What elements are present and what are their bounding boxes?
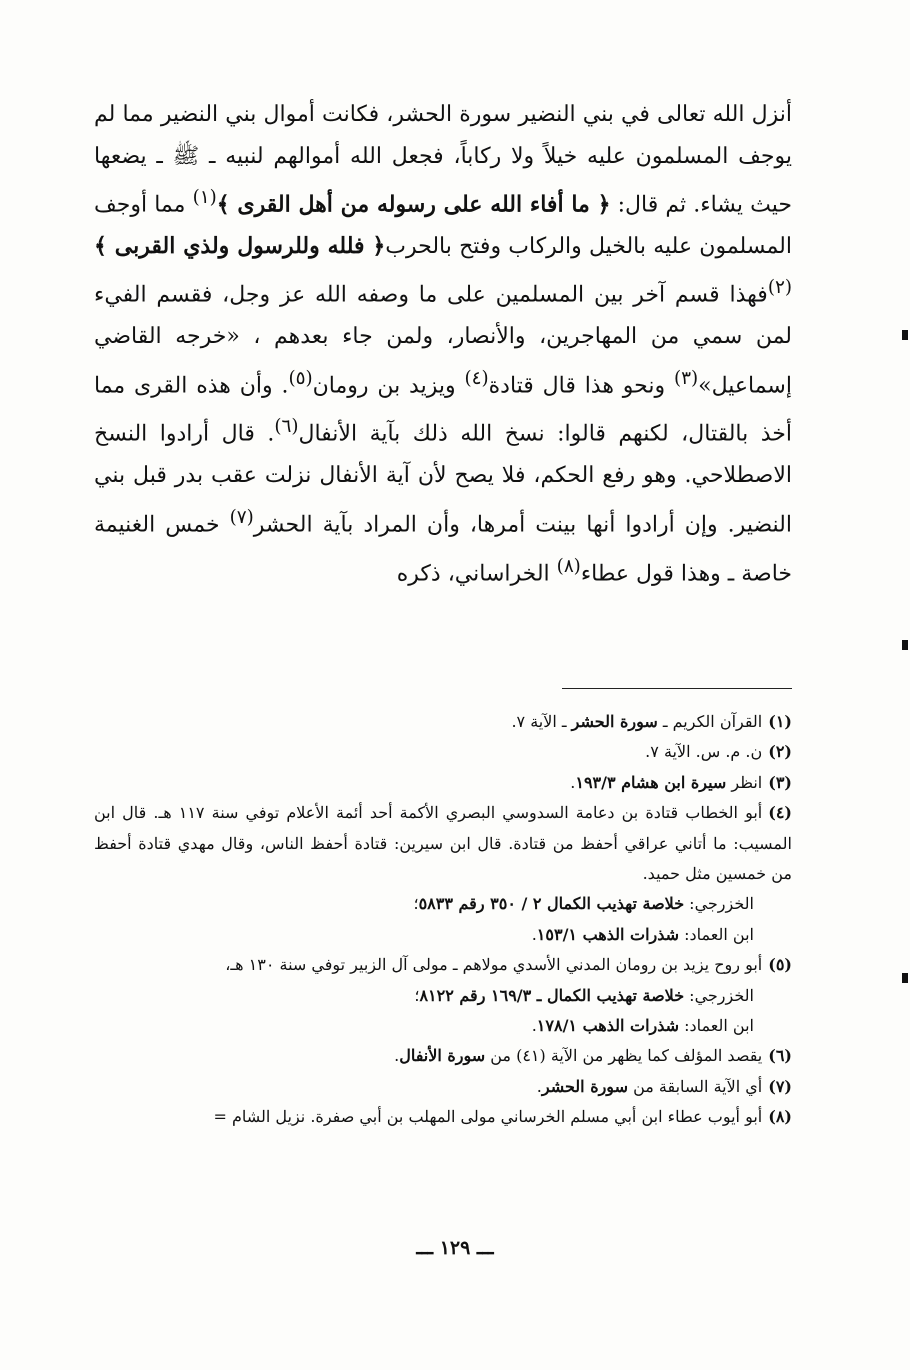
footnote-5 (94, 950, 792, 1041)
citation-label: ابن العماد: (679, 924, 754, 944)
citation-source: خلاصة تهذيب الكمال ـ ١٦٩/٣ رقم ٨١٢٢ (419, 985, 685, 1005)
citation-label: ابن العماد: (679, 1016, 754, 1036)
footnote-number: (٥) (768, 955, 792, 975)
footnote-text: القرآن الكريم ـ (657, 712, 763, 731)
footnote-number: (٣) (768, 772, 792, 792)
footnote-number: (٨) (768, 1107, 792, 1127)
quran-quote: ﴿ فلله وللرسول ولذي القربى ﴾ (94, 232, 386, 259)
margin-mark (902, 330, 908, 340)
footnote-source: سورة الحشر (541, 1076, 628, 1096)
footnote-tail: ـ الآية ٧. (511, 712, 572, 731)
footnote-ref: (٥) (288, 367, 313, 389)
citation-source: شذرات الذهب ١٥٣/١ (536, 924, 680, 944)
main-text-body (94, 94, 792, 594)
footnotes (94, 707, 792, 1133)
footnote-number: (٢) (768, 742, 792, 762)
footnote-5-citation-1 (94, 981, 792, 1011)
citation-label: الخزرجي: (684, 894, 754, 914)
citation-tail: ؛ (413, 894, 419, 914)
footnote-source: سيرة ابن هشام ١٩٣/٣ (575, 772, 727, 792)
text-segment: أنزل الله تعالى في بني النضير سورة الحشر، فكانت أموال بني النضير مما لم يوجف المسلمون عليه خيلاً ولا ركاباً، فجعل الله أموالهم لنبيه ـ ﷺ ـ يضعها حيث يشاء. ثم قال: (94, 102, 792, 218)
citation-tail: . (531, 1016, 537, 1036)
citation-source: خلاصة تهذيب الكمال ٢ / ٣٥٠ رقم ٥٨٣٣ (418, 894, 685, 914)
text-segment: فهذا قسم آخر بين المسلمين على ما وصفه الله عز وجل، فقسم الفيء لمن سمي من المهاجرين، والأنصار، ولمن جاء بعدهم ، «خرجه القاضي إسماعيل» (94, 282, 792, 398)
margin-mark (902, 640, 908, 650)
footnote-text: أبو أيوب عطاء ابن أبي مسلم الخرساني مولى المهلب بن أبي صفرة. نزيل الشام = (213, 1107, 763, 1127)
footnote-2 (94, 737, 792, 767)
main-paragraph (94, 94, 792, 594)
text-segment: . قال أرادوا النسخ الاصطلاحي. وهو رفع الحكم، فلا يصح لأن آية الأنفال نزلت عقب بدر قبل بني النضير. وإن أرادوا أنها بينت أمرها، وأن المراد بآية الحشر (94, 421, 792, 538)
footnote-number: (٧) (768, 1076, 792, 1096)
footnote-4 (94, 798, 792, 950)
footnote-4-citation-1 (94, 889, 792, 919)
footnote-text: انظر (726, 772, 763, 792)
footnote-source: سورة الأنفال (399, 1046, 486, 1066)
footnote-number: (٦) (768, 1046, 792, 1066)
footnote-ref: (٤) (464, 367, 489, 389)
footnote-ref: (١) (192, 187, 217, 208)
footnote-text: أبو روح يزيد بن رومان المدني الأسدي مولاهم ـ مولى آل الزبير توفي سنة ١٣٠ هـ، (225, 955, 763, 975)
footnote-text: ن. م. س. الآية ٧. (645, 742, 763, 762)
footnote-number: (٤) (768, 803, 792, 823)
citation-tail: . (531, 924, 537, 944)
footnote-6 (94, 1041, 792, 1071)
footnote-3 (94, 768, 792, 798)
footnote-source: سورة الحشر (571, 712, 658, 731)
text-segment: خمس الغنيمة خاصة ـ وهذا قول عطاء (94, 512, 792, 586)
footnote-tail: . (536, 1076, 542, 1096)
text-segment: مما أوجف المسلمون عليه بالخيل والركاب وفتح بالحرب (94, 192, 792, 259)
page-number: ـــ ١٢٩ ـــ (416, 1237, 494, 1259)
footnote-ref: (٧) (229, 506, 254, 528)
footnote-1 (94, 707, 792, 737)
footnote-ref: (٦) (274, 416, 299, 438)
footnote-text: أبو الخطاب قتادة بن دعامة السدوسي البصري الأكمة أحد أئمة الأعلام توفي سنة ١١٧ هـ. قال ابن المسيب: ما أتاني عراقي أحفظ من قتادة. قال ابن سيرين: قتادة أحفظ الناس، وقال مهدي قتادة أحفظ من خمسين مثل حميد. (94, 803, 792, 884)
footnote-number: (١) (768, 712, 792, 731)
text-segment: . وأن هذه القرى مما أخذ بالقتال، لكنهم قالوا: نسخ الله ذلك بآية الأنفال (94, 372, 792, 447)
footnote-tail: . (570, 772, 576, 792)
citation-source: شذرات الذهب ١٧٨/١ (536, 1016, 680, 1036)
footnote-8 (94, 1102, 792, 1132)
text-segment: ويزيد بن رومان (312, 372, 465, 398)
text-segment: ونحو هذا قال قتادة (488, 372, 674, 398)
footnote-4-citation-2 (94, 920, 792, 950)
footnote-separator (562, 688, 792, 689)
footnote-ref: (٨) (556, 555, 581, 577)
footnote-ref: (٣) (673, 367, 699, 389)
footnote-text: يقصد المؤلف كما يظهر من الآية (٤١) من (485, 1046, 763, 1066)
footnote-tail: . (394, 1046, 400, 1066)
quran-quote: ﴿ ما أفاء الله على رسوله من أهل القرى ﴾ (216, 191, 611, 218)
footnote-7 (94, 1072, 792, 1102)
footnote-text: أي الآية السابقة من (627, 1076, 763, 1096)
margin-mark (902, 973, 908, 983)
footnote-5-citation-2 (94, 1011, 792, 1041)
citation-tail: ؛ (414, 985, 420, 1005)
text-segment: الخراساني، ذكره (396, 560, 557, 586)
footnote-ref: (٢) (767, 277, 792, 299)
citation-label: الخزرجي: (684, 985, 754, 1005)
